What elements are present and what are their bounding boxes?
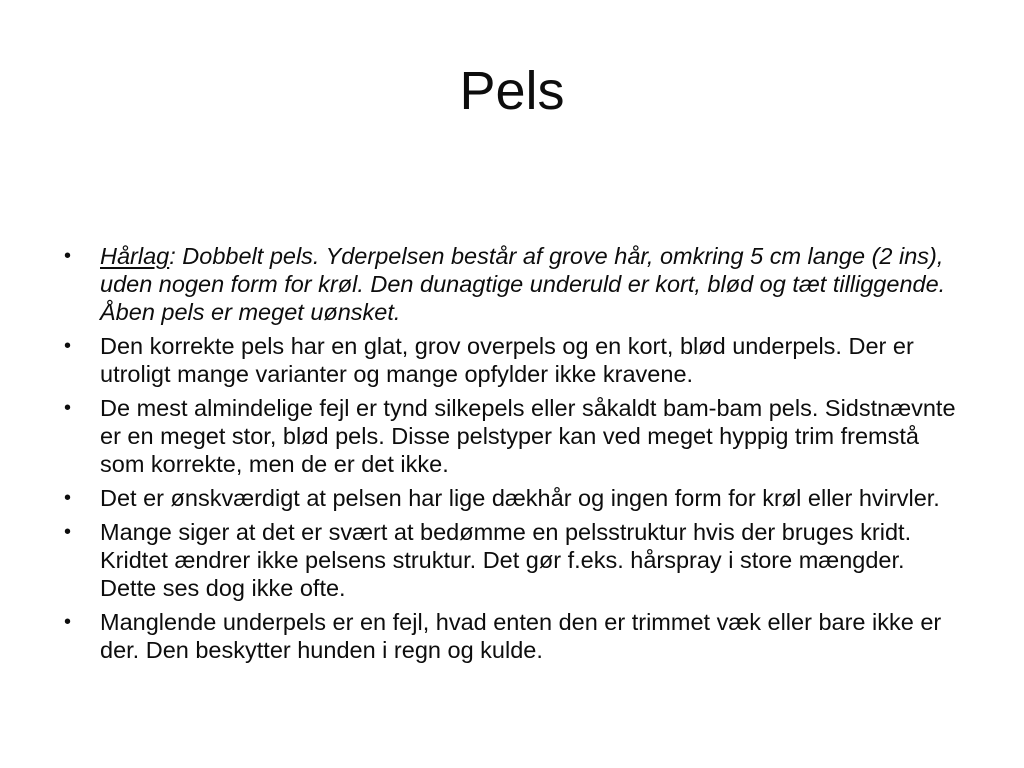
bullet-item-korrekte-pels xyxy=(62,332,964,388)
bullet-text: Mange siger at det er svært at bedømme en pelsstruktur hvis der bruges kridt. Kridtet ændrer ikke pelsens struktur. Det gør f.eks. hårspray i store mængder. Dette ses dog ikke ofte. xyxy=(100,519,912,601)
bullet-text: Manglende underpels er en fejl, hvad enten den er trimmet væk eller bare ikke er der. Den beskytter hunden i regn og kulde. xyxy=(100,609,942,663)
bullet-item-kridt xyxy=(62,518,964,602)
bullet-text: Den korrekte pels har en glat, grov overpels og en kort, blød underpels. Der er utroligt mange varianter og mange opfylder ikke kravene. xyxy=(100,333,914,387)
bullet-item-manglende-underpels xyxy=(62,608,964,664)
bullet-item-harlag xyxy=(62,242,964,326)
bullet-list xyxy=(62,242,964,670)
bullet-rest-text: : Dobbelt pels. Yderpelsen består af grove hår, omkring 5 cm lange (2 ins), uden nogen form for krøl. Den dunagtige underuld er kort, blød og tæt tilliggende. Åben pels er meget uønsket. xyxy=(100,243,946,325)
slide-title: Pels xyxy=(459,61,565,121)
bullet-item-almindelige-fejl xyxy=(62,394,964,478)
bullet-lead-term: Hårlag xyxy=(100,243,170,269)
bullet-icon: • xyxy=(64,487,72,509)
bullet-icon: • xyxy=(64,397,72,419)
bullet-icon: • xyxy=(64,521,72,543)
bullet-text: Det er ønskværdigt at pelsen har lige dækhår og ingen form for krøl eller hvirvler. xyxy=(100,485,940,511)
bullet-text xyxy=(100,242,964,326)
bullet-icon: • xyxy=(64,335,72,357)
presentation-slide xyxy=(0,60,1024,768)
bullet-item-onskvaerdigt xyxy=(62,484,964,512)
bullet-icon: • xyxy=(64,611,72,633)
bullet-icon: • xyxy=(64,245,72,267)
bullet-text: De mest almindelige fejl er tynd silkepels eller såkaldt bam-bam pels. Sidstnævnte er en meget stor, blød pels. Disse pelstyper kan ved meget hyppig trim fremstå som korrekte, men de er det ikke. xyxy=(100,395,956,477)
